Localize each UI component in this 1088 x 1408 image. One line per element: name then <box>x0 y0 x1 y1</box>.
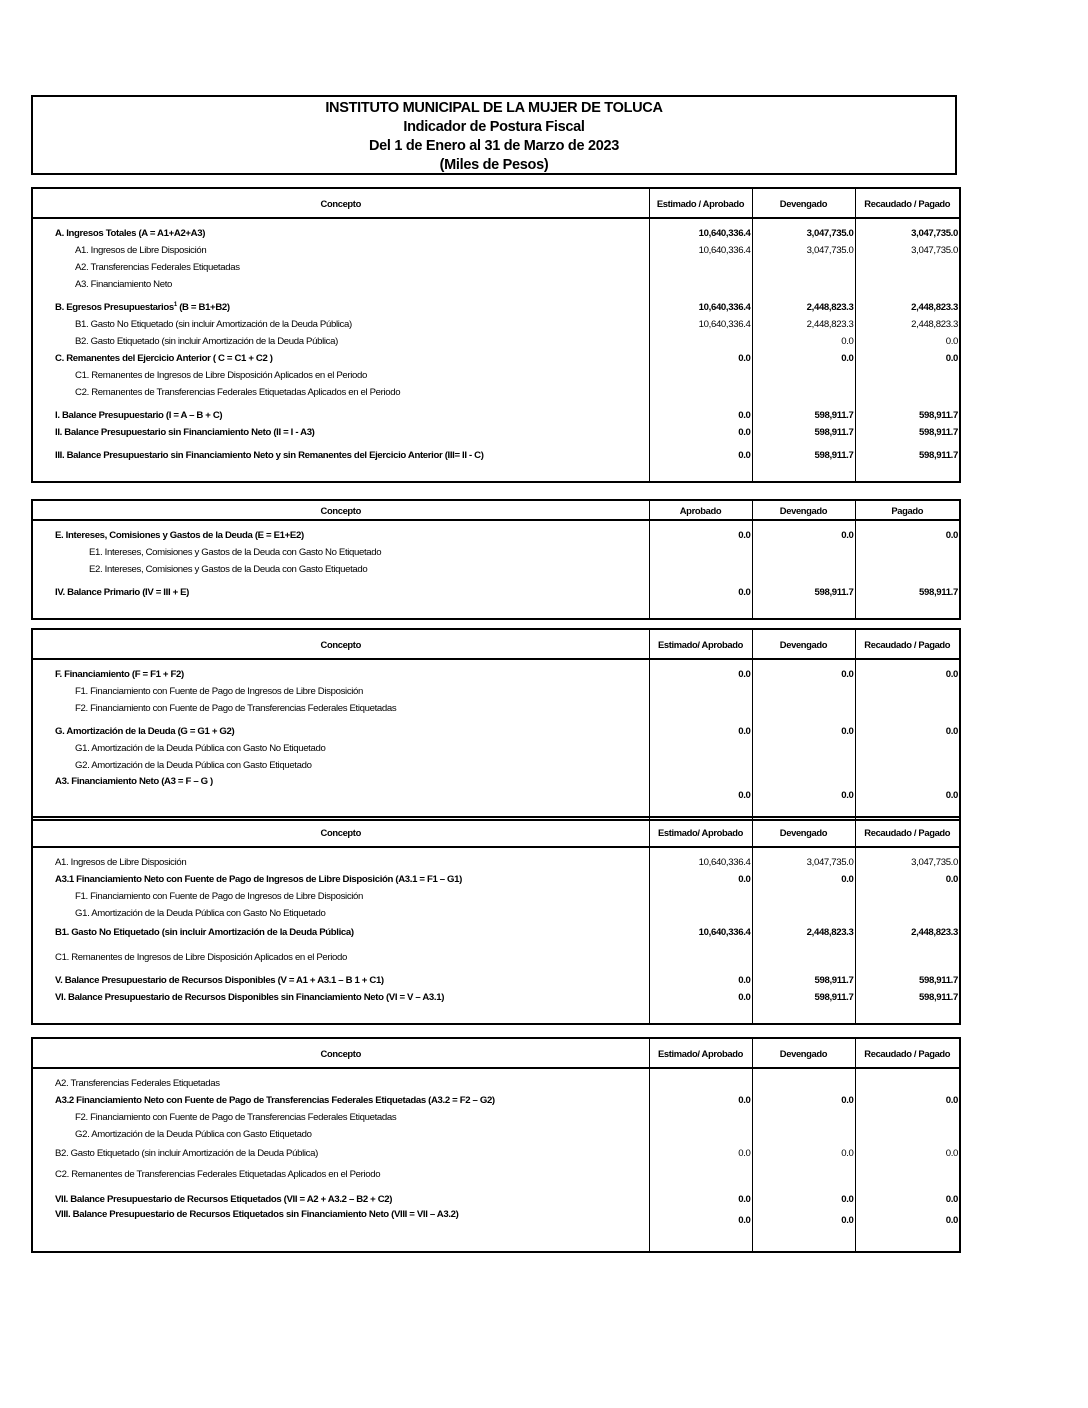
primary-balance-table <box>31 499 961 620</box>
table-row: G1. Amortización de la Deuda Pública con Gasto No Etiquetado <box>32 740 960 757</box>
col-header-devengado: Devengado <box>752 188 855 218</box>
table-row: A1. Ingresos de Libre Disposición 10,640,336.4 3,047,735.0 3,047,735.0 <box>32 242 960 259</box>
table-row: B2. Gasto Etiquetado (sin incluir Amortización de la Deuda Pública) 0.0 0.0 <box>32 333 960 350</box>
table-row: C1. Remanentes de Ingresos de Libre Disposición Aplicados en el Periodo <box>32 944 960 972</box>
table-row: A3. Financiamiento Neto (A3 = F – G ) 0.0 0.0 0.0 <box>32 774 960 802</box>
table-row: B1. Gasto No Etiquetado (sin incluir Amortización de la Deuda Pública) 10,640,336.4 2,448,823.3 2,448,823.3 <box>32 922 960 944</box>
col-header-estimado: Estimado/ Aprobado <box>649 817 752 847</box>
table-row: I. Balance Presupuestario (I = A – B + C) 0.0 598,911.7 598,911.7 <box>32 407 960 424</box>
col-header-estimado: Estimado/ Aprobado <box>649 629 752 659</box>
table-row: F1. Financiamiento con Fuente de Pago de Ingresos de Libre Disposición <box>32 888 960 905</box>
institution-name: INSTITUTO MUNICIPAL DE LA MUJER DE TOLUCA <box>325 100 663 116</box>
budget-balance-table <box>31 187 961 483</box>
col-header-estimado: Estimado/ Aprobado <box>649 1038 752 1068</box>
col-header-concepto: Concepto <box>32 500 649 520</box>
table-row: F2. Financiamiento con Fuente de Pago de Transferencias Federales Etiquetadas <box>32 1109 960 1126</box>
report-title-block <box>31 95 957 175</box>
table-row: III. Balance Presupuestario sin Financiamiento Neto y sin Remanentes del Ejercicio Anterior (III= II - C) 0.0 598,911.7 598,911.7 <box>32 447 960 464</box>
financing-table <box>31 628 961 821</box>
table-row: G2. Amortización de la Deuda Pública con Gasto Etiquetado <box>32 1126 960 1143</box>
report-period: Del 1 de Enero al 31 de Marzo de 2023 <box>368 138 619 154</box>
col-header-concepto: Concepto <box>32 1038 649 1068</box>
col-header-pagado: Pagado <box>855 500 960 520</box>
table-row: E1. Intereses, Comisiones y Gastos de la Deuda con Gasto No Etiquetado <box>32 544 960 561</box>
table-row: F1. Financiamiento con Fuente de Pago de Ingresos de Libre Disposición <box>32 683 960 700</box>
col-header-devengado: Devengado <box>752 500 855 520</box>
table-row: A3.1 Financiamiento Neto con Fuente de Pago de Ingresos de Libre Disposición (A3.1 = F1 – G1) 0.0 0.0 0.0 <box>32 871 960 888</box>
table-row: IV. Balance Primario (IV = III + E) 0.0 598,911.7 598,911.7 <box>32 584 960 601</box>
table-row: C2. Remanentes de Transferencias Federales Etiquetadas Aplicados en el Periodo <box>32 384 960 401</box>
table-row: A3. Financiamiento Neto <box>32 276 960 293</box>
table-row: C. Remanentes del Ejercicio Anterior ( C = C1 + C2 ) 0.0 0.0 0.0 <box>32 350 960 367</box>
table-row: II. Balance Presupuestario sin Financiamiento Neto (II = I - A3) 0.0 598,911.7 598,911.7 <box>32 424 960 441</box>
table-row: B1. Gasto No Etiquetado (sin incluir Amortización de la Deuda Pública) 10,640,336.4 2,448,823.3 2,448,823.3 <box>32 316 960 333</box>
table-row: A. Ingresos Totales (A = A1+A2+A3) 10,640,336.4 3,047,735.0 3,047,735.0 <box>32 225 960 242</box>
table-row: E2. Intereses, Comisiones y Gastos de la Deuda con Gasto Etiquetado <box>32 561 960 578</box>
col-header-recaudado: Recaudado / Pagado <box>855 188 960 218</box>
table-row: G2. Amortización de la Deuda Pública con Gasto Etiquetado <box>32 757 960 774</box>
col-header-recaudado: Recaudado / Pagado <box>855 817 960 847</box>
table-row: A2. Transferencias Federales Etiquetadas <box>32 1075 960 1092</box>
report-title: Indicador de Postura Fiscal <box>403 119 585 135</box>
col-header-devengado: Devengado <box>752 817 855 847</box>
table-row: F2. Financiamiento con Fuente de Pago de Transferencias Federales Etiquetadas <box>32 700 960 717</box>
table-row: E. Intereses, Comisiones y Gastos de la Deuda (E = E1+E2) 0.0 0.0 0.0 <box>32 527 960 544</box>
col-header-aprobado: Aprobado <box>649 500 752 520</box>
table-row: VIII. Balance Presupuestario de Recursos Etiquetados sin Financiamiento Neto (VIII = VII – A3.2) 0.0 0.0 0.0 <box>32 1208 960 1234</box>
table-row: A3.2 Financiamiento Neto con Fuente de Pago de Transferencias Federales Etiquetadas (A3.2 = F2 – G2) 0.0 0.0 0.0 <box>32 1092 960 1109</box>
table-row: C1. Remanentes de Ingresos de Libre Disposición Aplicados en el Periodo <box>32 367 960 384</box>
col-header-concepto: Concepto <box>32 188 649 218</box>
col-header-concepto: Concepto <box>32 817 649 847</box>
col-header-devengado: Devengado <box>752 629 855 659</box>
col-header-estimado: Estimado / Aprobado <box>649 188 752 218</box>
table-row: B2. Gasto Etiquetado (sin incluir Amortización de la Deuda Pública) 0.0 0.0 0.0 <box>32 1143 960 1165</box>
table-row: F. Financiamiento (F = F1 + F2) 0.0 0.0 0.0 <box>32 666 960 683</box>
col-header-recaudado: Recaudado / Pagado <box>855 1038 960 1068</box>
col-header-recaudado: Recaudado / Pagado <box>855 629 960 659</box>
table-row: V. Balance Presupuestario de Recursos Disponibles (V = A1 + A3.1 – B 1 + C1) 0.0 598,911.7 598,911.7 <box>32 972 960 989</box>
report-units: (Miles de Pesos) <box>439 157 549 173</box>
table-row: G1. Amortización de la Deuda Pública con Gasto No Etiquetado <box>32 905 960 922</box>
table-row: C2. Remanentes de Transferencias Federales Etiquetadas Aplicados en el Periodo <box>32 1165 960 1185</box>
col-header-devengado: Devengado <box>752 1038 855 1068</box>
available-resources-table <box>31 816 961 1025</box>
table-row: VII. Balance Presupuestario de Recursos Etiquetados (VII = A2 + A3.2 – B2 + C2) 0.0 0.0 0.0 <box>32 1191 960 1208</box>
col-header-concepto: Concepto <box>32 629 649 659</box>
table-row: A1. Ingresos de Libre Disposición 10,640,336.4 3,047,735.0 3,047,735.0 <box>32 854 960 871</box>
table-row: VI. Balance Presupuestario de Recursos Disponibles sin Financiamiento Neto (VI = V – A3.1) 0.0 598,911.7 598,911.7 <box>32 989 960 1006</box>
earmarked-resources-table <box>31 1037 961 1253</box>
table-row: G. Amortización de la Deuda (G = G1 + G2) 0.0 0.0 0.0 <box>32 723 960 740</box>
table-row: B. Egresos Presupuestarios$^1$ (B = B1+B2) 10,640,336.4 2,448,823.3 2,448,823.3 <box>32 299 960 316</box>
table-row: A2. Transferencias Federales Etiquetadas <box>32 259 960 276</box>
